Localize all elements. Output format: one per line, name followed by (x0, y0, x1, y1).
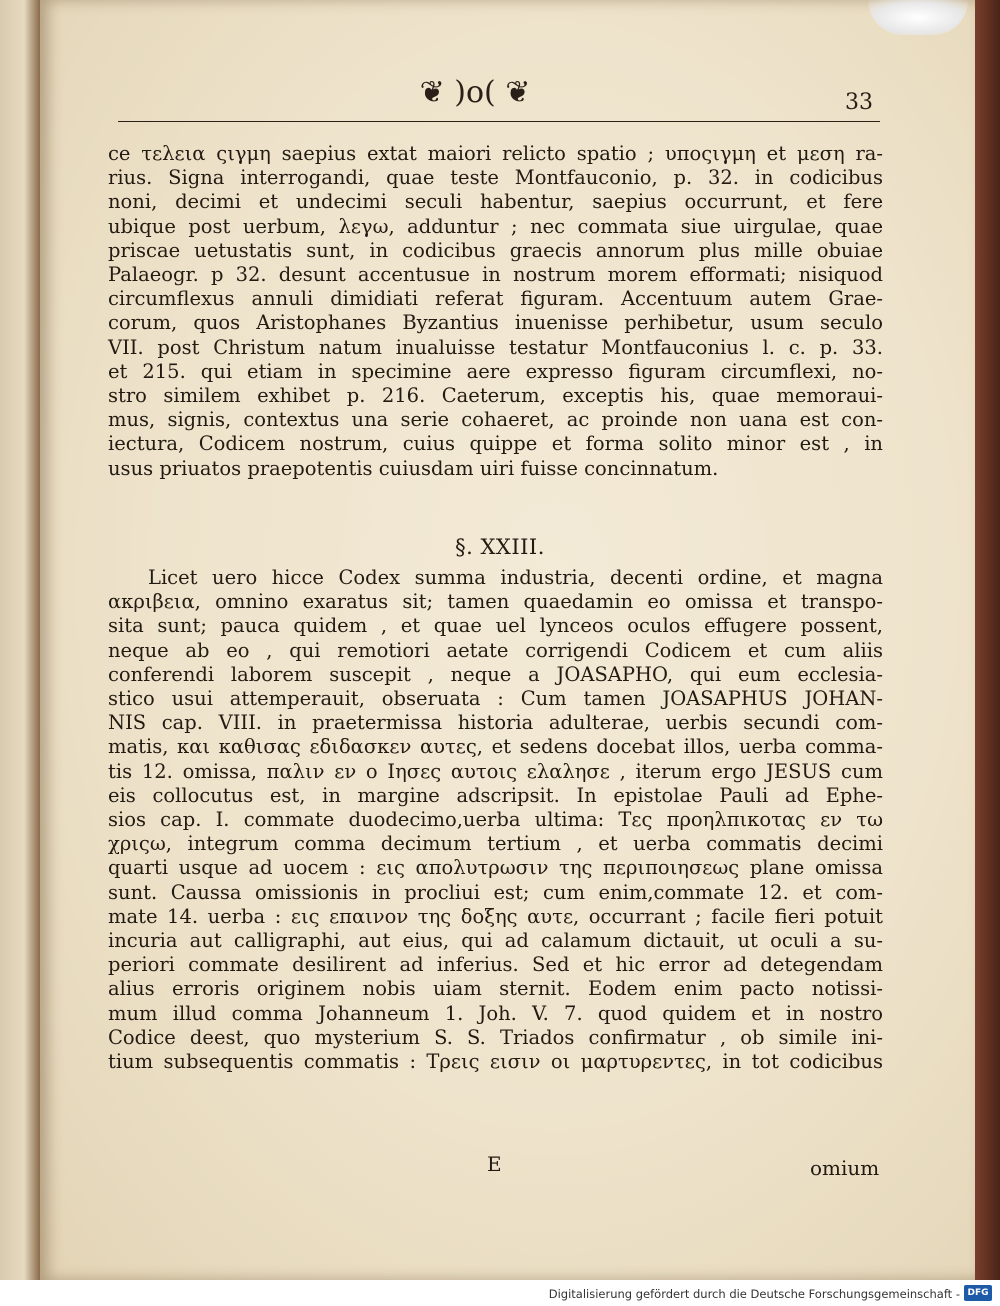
text-line: eis collocutus est, in margine adscripsit. In epistolae Pauli ad Ephe- (108, 783, 883, 807)
text-line: NIS cap. VIII. in praetermissa historia adulterae, uerbis secundi com- (108, 711, 883, 735)
text-line: Licet uero hicce Codex summa industria, decenti ordine, et magna (148, 566, 883, 589)
header-rule (118, 121, 880, 122)
text-line: tis 12. omissa, παλιν εν ο Ιησες αυτοις ελαλησε , iterum ergo JESUS cum (108, 759, 883, 783)
facing-page-edge (0, 0, 40, 1280)
text-line-last: usus priuatos praepotentis cuiusdam uiri fuisse concinnatum. (108, 456, 719, 480)
section-heading: §. XXIII. (455, 535, 545, 559)
book-cover-edge (975, 0, 1000, 1280)
text-line: sita sunt; pauca quidem , et quae uel lynceos oculos effugere possent, (108, 614, 883, 638)
paragraph-section-23 (108, 566, 883, 1074)
text-line: Palaeogr. p 32. desunt accentusue in nostrum morem efformati; nisiquod (108, 263, 883, 287)
footer-bar (0, 1280, 1000, 1306)
text-line: tium subsequentis commatis : Τρεις εισιν οι μαρτυρεντες, in tot codicibus (108, 1050, 883, 1074)
text-line: conferendi laborem suscepit , neque a JOASAPHO, qui eum ecclesia- (108, 662, 883, 686)
text-line: mate 14. uerba : εις επαινον της δοξης αυτε, occurrant ; facile fieri potuit (108, 904, 883, 928)
text-line: circumflexus annuli dimidiati referat figuram. Accentuum autem Grae- (108, 287, 883, 311)
text-line: χριςω, integrum comma decimum tertium , et uerba commatis decimi (108, 832, 883, 856)
header-ornament: ❦ )o( ❦ (419, 74, 531, 110)
text-line: sios cap. I. commate duodecimo,uerba ultima: Τες προηλπικοτας εν τω (108, 808, 883, 832)
text-line: iectura, Codicem nostrum, cuius quippe et forma solito minor est , in (108, 432, 883, 456)
text-line: VII. post Christum natum inualuisse testatur Montfauconius l. c. p. 33. (108, 335, 883, 359)
text-line: corum, quos Aristophanes Byzantius inuenisse perhibetur, usum seculo (108, 311, 883, 335)
text-line: matis, και καθισας εδιδασκεν αυτες, et sedens docebat illos, uerba comma- (108, 735, 883, 759)
text-line: ακριβεια, omnino exaratus sit; tamen quaedamin eo omissa et transpo- (108, 590, 883, 614)
text-line: noni, decimi et undecimi seculi habentur, saepius occurrunt, et fere (108, 190, 883, 214)
page-number: 33 (845, 90, 873, 115)
text-line: stro similem exhibet p. 216. Caeterum, exceptis his, quae memoraui- (108, 384, 883, 408)
text-line: neque ab eo , qui remotiori aetate corrigendi Codicem et cum aliis (108, 638, 883, 662)
dfg-logo: DFG (964, 1285, 992, 1301)
paragraph-continued (108, 142, 883, 481)
text-line: mus, signis, contextus una serie cohaeret, ac proinde non uana est con- (108, 408, 883, 432)
text-line: mum illud comma Johanneum 1. Joh. V. 7. quod quidem et in nostro (108, 1001, 883, 1025)
signature-mark: E (487, 1152, 502, 1176)
text-line: incuria aut calligraphi, aut eius, qui ad calamum dictauit, ut oculi a su- (108, 929, 883, 953)
text-line: rius. Signa interrogandi, quae teste Montfauconio, p. 32. in codicibus (108, 166, 883, 190)
text-line: ce τελεια ςιγμη saepius extat maiori relicto spatio ; υποςιγμη et μεση ra- (108, 142, 883, 165)
footer-credit: Digitalisierung gefördert durch die Deutsche Forschungsgemeinschaft - (548, 1287, 960, 1301)
text-line: et 215. qui etiam in specimine aere expresso figuram circumflexi, no- (108, 359, 883, 383)
text-line: ubique post uerbum, λεγω, adduntur ; nec commata siue uirgulae, quae (108, 214, 883, 238)
text-line: priscae uetustatis sunt, in codicibus graecis annorum plus mille obuiae (108, 238, 883, 262)
text-line: stico usui attemperauit, obseruata : Cum tamen JOASAPHUS JOHAN- (108, 687, 883, 711)
catchword: omium (810, 1156, 880, 1180)
text-line: Codice deest, quo mysterium S. S. Triados confirmatur , ob simile ini- (108, 1025, 883, 1049)
text-line: alius erroris originem nobis uiam sternit. Eodem enim pacto notissi- (108, 977, 883, 1001)
text-line: quarti usque ad uocem : εις απολυτρωσιν της περιποιησεως plane omissa (108, 856, 883, 880)
text-line: sunt. Caussa omissionis in procliui est; cum enim,commate 12. et com- (108, 880, 883, 904)
text-line: periori commate desilirent ad inferius. Sed et hic error ad detegendam (108, 953, 883, 977)
